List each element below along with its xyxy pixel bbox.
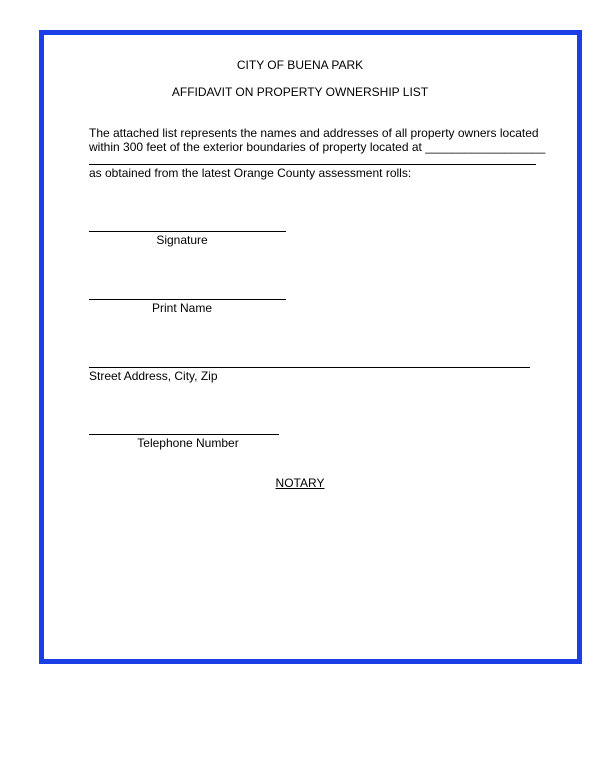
form-title: AFFIDAVIT ON PROPERTY OWNERSHIP LIST <box>171 85 429 99</box>
notary-heading: NOTARY <box>275 476 325 490</box>
print-name-line <box>89 299 286 300</box>
street-address-line <box>89 367 530 368</box>
property-location-blank-line <box>89 164 536 165</box>
paragraph-line-1: The attached list represents the names and addresses of all property owners located <box>89 126 539 140</box>
telephone-label: Telephone Number <box>137 436 239 450</box>
print-name-label: Print Name <box>151 301 213 315</box>
paragraph-line-2: within 300 feet of the exterior boundaries of property located at __________________ <box>89 140 546 154</box>
signature-line <box>89 231 286 232</box>
city-title: CITY OF BUENA PARK <box>236 58 364 72</box>
telephone-line <box>89 434 279 435</box>
street-address-label: Street Address, City, Zip <box>89 369 218 383</box>
signature-label: Signature <box>156 233 208 247</box>
paragraph-line-3: as obtained from the latest Orange County assessment rolls: <box>89 166 412 180</box>
